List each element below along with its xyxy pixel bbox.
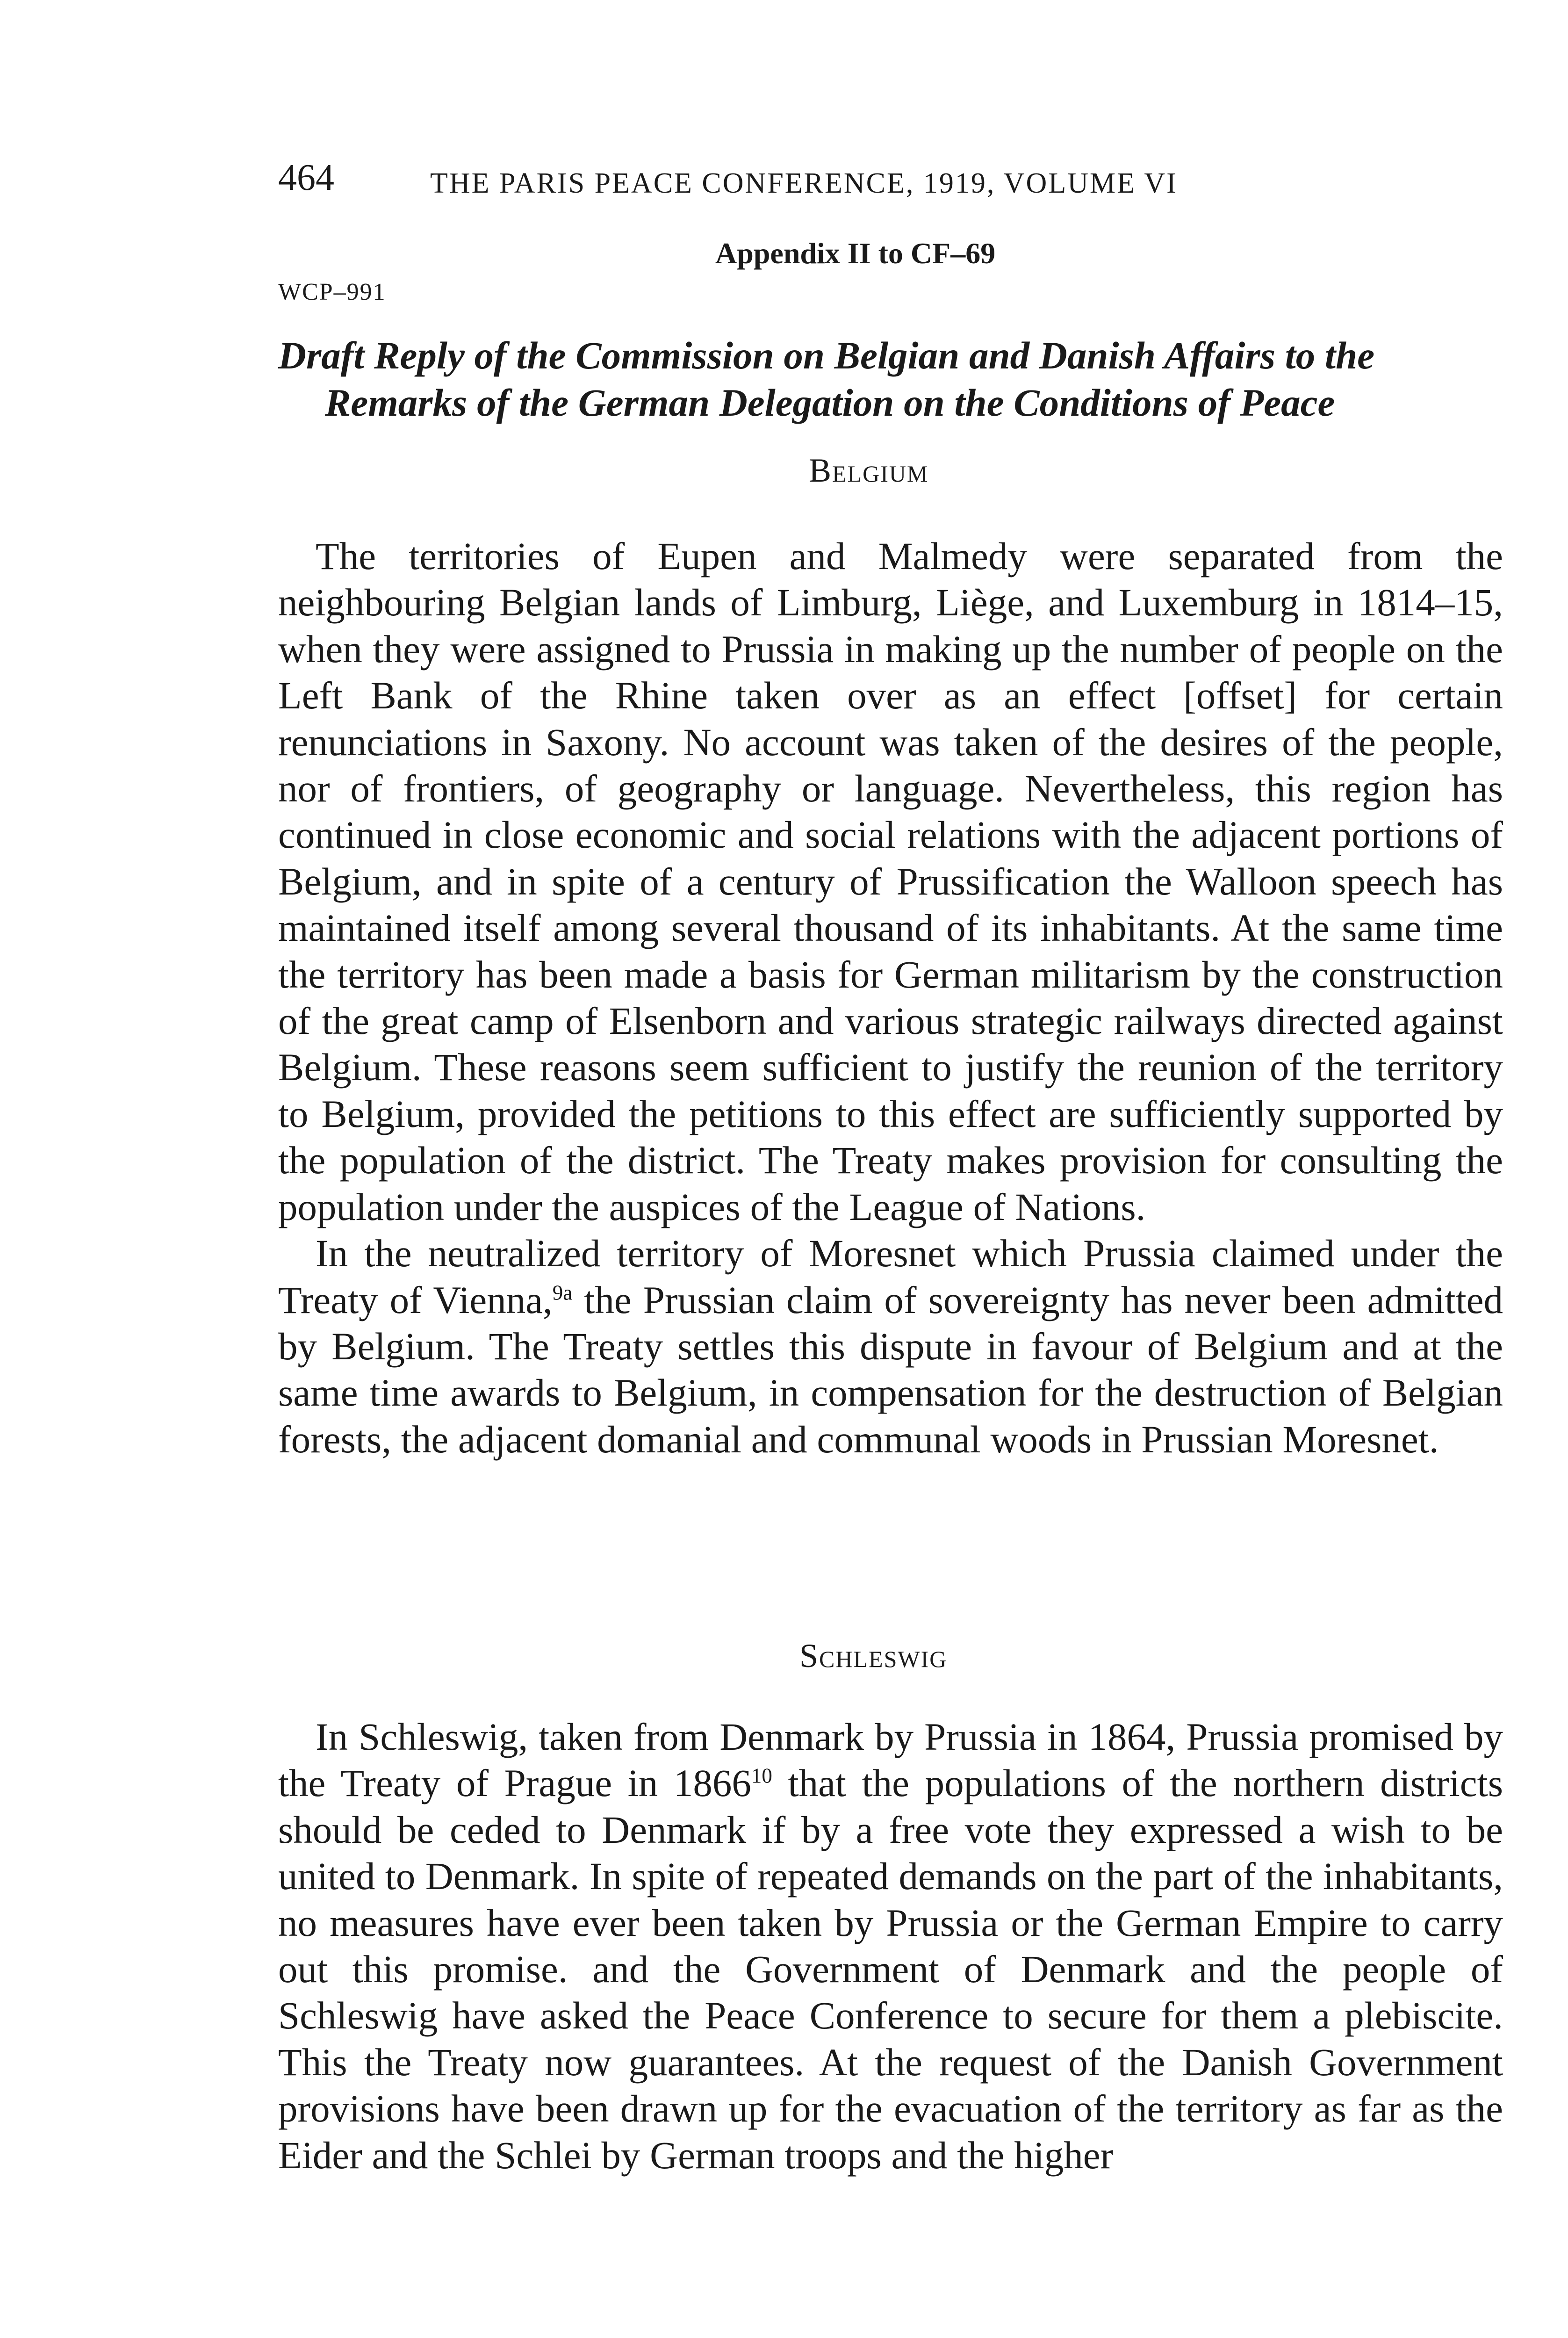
schleswig-heading: Schleswig <box>799 1637 948 1674</box>
appendix-label: Appendix II to CF–69 <box>715 237 996 270</box>
belgium-heading: Belgium <box>809 452 929 489</box>
page-number: 464 <box>278 157 334 198</box>
title-line-1: Draft Reply of the Commission on Belgian and Danish Affairs to the <box>278 334 1375 377</box>
schleswig-paragraph-1-text-a: In Schleswig, taken from Denmark by Prussia in 1864, Prussia promised by the Treaty of Prague in 1866 <box>278 1715 1503 1805</box>
document-id: WCP–991 <box>278 279 386 305</box>
running-head: THE PARIS PEACE CONFERENCE, 1919, VOLUME VI <box>430 167 1178 199</box>
belgium-paragraph-1: The territories of Eupen and Malmedy were separated from the neighbouring Belgian lands of Limburg, Liège, and Luxemburg in 1814–15, when they were assigned to Prussia in making up the number of people on the Left Bank of the Rhine taken over as an effect [offset] for certain renunciations in Saxony. No account was taken of the desires of the people, nor of frontiers, of geography or language. Nevertheless, this region has continued in close economic and social relations with the adjacent portions of Belgium, and in spite of a century of Prussification the Walloon speech has maintained itself among several thousand of its inhabitants. At the same time the territory has been made a basis for German militarism by the construction of the great camp of Elsenborn and various strategic railways directed against Belgium. These reasons seem sufficient to justify the reunion of the territory to Belgium, provided the petitions to this effect are sufficiently supported by the population of the district. The Treaty makes provision for consulting the population under the auspices of the League of Nations. <box>278 534 1503 1228</box>
footnote-ref-9a: 9a <box>552 1280 573 1304</box>
document-title <box>278 332 1503 426</box>
title-line-2: Remarks of the German Delegation on the Conditions of Peace <box>325 381 1335 424</box>
belgium-section <box>278 533 1503 1463</box>
schleswig-section <box>278 1714 1503 2179</box>
footnote-ref-10: 10 <box>751 1764 772 1788</box>
schleswig-paragraph-1-text-b: that the populations of the northern districts should be ceded to Denmark if by a free vote they expressed a wish to be united to Denmark. In spite of repeated demands on the part of the inhabitants, no measures have ever been taken by Prussia or the German Empire to carry out this promise. and the Government of Denmark and the people of Schleswig have asked the Peace Conference to secure for them a plebiscite. This the Treaty now guarantees. At the request of the Danish Government provisions have been drawn up for the evacuation of the territory as far as the Eider and the Schlei by German troops and the higher <box>278 1761 1503 2177</box>
belgium-paragraph-2-text-b: the Prussian claim of sovereignty has never been admitted by Belgium. The Treaty settles this dispute in favour of Belgium and at the same time awards to Belgium, in compensation for the destruction of Belgian forests, the adjacent domanial and communal woods in Prussian Moresnet. <box>278 1278 1503 1461</box>
page-header <box>278 157 1377 199</box>
belgium-paragraph-2 <box>278 1230 1503 1463</box>
schleswig-paragraph-1 <box>278 1714 1503 2179</box>
belgium-paragraph-2-text-a: In the neutralized territory of Moresnet which Prussia claimed under the Treaty of Vienna, <box>278 1232 1503 1321</box>
